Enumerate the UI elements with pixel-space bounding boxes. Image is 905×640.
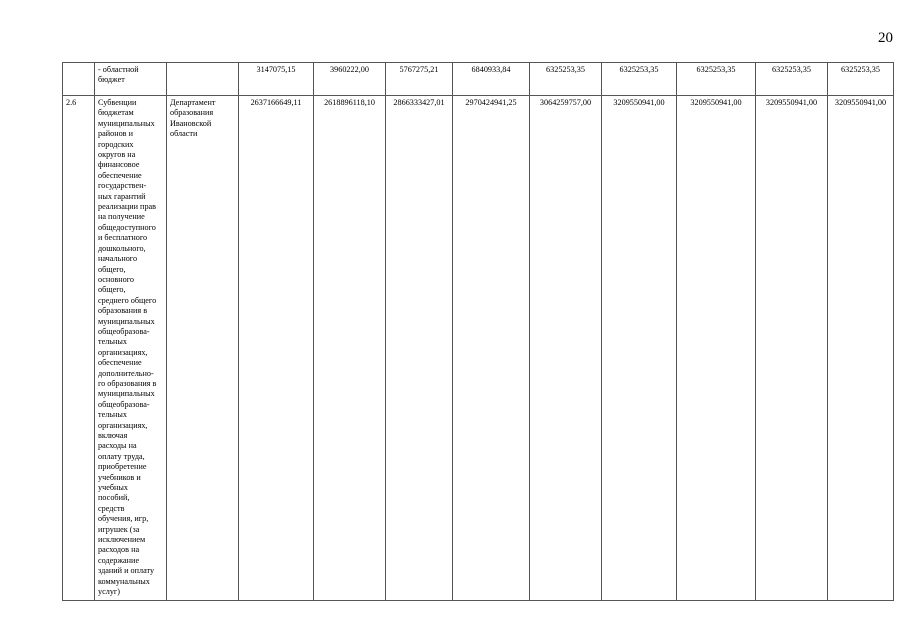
value-cell: 6325253,35: [828, 63, 894, 96]
row-number-cell: [63, 63, 95, 96]
page-number: 20: [878, 30, 893, 46]
value-cell: 3209550941,00: [677, 96, 756, 601]
value-cell: 6325253,35: [756, 63, 828, 96]
value-cell: 5767275,21: [386, 63, 453, 96]
row-executor-cell: [167, 63, 239, 96]
value-cell: 2637166649,11: [239, 96, 314, 601]
value-cell: 2866333427,01: [386, 96, 453, 601]
value-cell: 6325253,35: [530, 63, 602, 96]
value-cell: 6840933,84: [453, 63, 530, 96]
row-name-cell: - областной бюджет: [95, 63, 167, 96]
value-cell: 3209550941,00: [828, 96, 894, 601]
value-cell: 3960222,00: [314, 63, 386, 96]
value-cell: 3209550941,00: [756, 96, 828, 601]
table-row: [63, 63, 894, 96]
value-cell: 6325253,35: [677, 63, 756, 96]
value-cell: 3209550941,00: [602, 96, 677, 601]
table-row: [63, 96, 894, 601]
value-cell: 3064259757,00: [530, 96, 602, 601]
value-cell: 2970424941,25: [453, 96, 530, 601]
budget-table: [62, 62, 894, 601]
value-cell: 2618896118,10: [314, 96, 386, 601]
value-cell: 6325253,35: [602, 63, 677, 96]
row-name-cell: Субвенции бюджетам муниципальных районов и городских округов на финансовое обеспечение государствен- ных гарантий реализации прав на получение общедоступного и бесплатного дошкольного, начального общего, основного общего, среднего общего образования в муниципальных общеобразова- тельных организациях, обеспечение дополнительно- го образования в муниципальных общеобразова- тельных организациях, включая расходы на оплату труда, приобретение учебников и учебных пособий, средств обучения, игр, игрушек (за исключением расходов на содержание зданий и оплату коммунальных услуг): [95, 96, 167, 601]
value-cell: 3147075,15: [239, 63, 314, 96]
row-executor-cell: Департамент образования Ивановской области: [167, 96, 239, 601]
row-number-cell: 2.6: [63, 96, 95, 601]
